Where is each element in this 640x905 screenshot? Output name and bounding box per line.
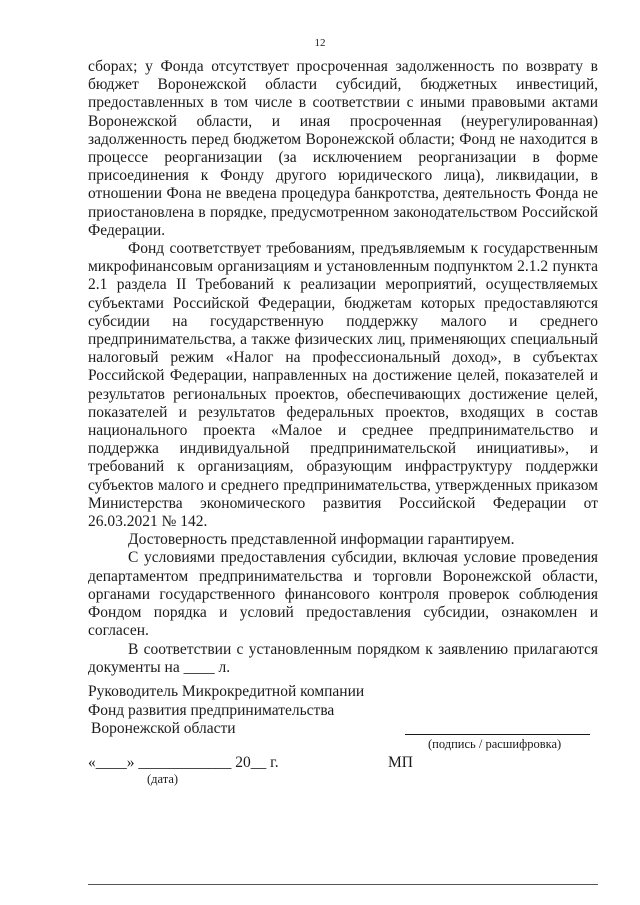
paragraph-conditions: С условиями предоставления субсидии, включая условие проведения департаментом предпринимательства и торговли Воронежской области, органами государственного финансового контроля проверок соблюдения Фондом порядка и условий предоставления субсидии, ознакомлен и согласен.: [88, 549, 598, 640]
signatory-title: Руководитель Микрокредитной компании: [88, 683, 365, 700]
paragraph-attachments: В соответствии с установленным порядком к заявлению прилагаются документы на ____ л.: [88, 640, 598, 676]
signatory-region: Воронежской области: [91, 720, 236, 737]
signatory-organization: Фонд развития предпринимательства: [88, 701, 335, 719]
signature-line: [405, 734, 590, 735]
signatory-block: [88, 683, 364, 739]
stamp-place-label: МП: [388, 754, 413, 771]
footer-divider: [88, 884, 598, 885]
document-body: [88, 58, 598, 677]
date-caption: (дата): [147, 772, 179, 786]
date-field: «____» ____________ 20__ г.: [88, 754, 279, 771]
paragraph-continuation: сборах; у Фонда отсутствует просроченная задолженность по возврату в бюджет Воронежской области субсидий, бюджетных инвестиций, предоставленных в том числе в соответствии с иными правовыми актами Воронежской области, и иная просроченная (неурегулированная) задолженность перед бюджетом Воронежской области; Фонд не находится в процессе реорганизации (за исключением реорганизации в форме присоединения к Фонду другого юридического лица), ликвидации, в отношении Фона не введена процедура банкротства, деятельность Фонда не приостановлена в порядке, предусмотренном законодательством Российской Федерации.: [88, 58, 598, 239]
paragraph-requirements: Фонд соответствует требованиям, предъявляемым к государственным микрофинансовым организациям и установленным подпунктом 2.1.2 пункта 2.1 раздела II Требований к реализации мероприятий, осуществляемых субъектами Российской Федерации, бюджетам которых предоставляются субсидии на государственную поддержку малого и среднего предпринимательства, а также физических лиц, применяющих специальный налоговый режим «Налог на профессиональный доход», в субъектах Российской Федерации, направленных на достижение целей, показателей и результатов региональных проектов, обеспечивающих достижение целей, показателей и результатов федеральных проектов, входящих в состав национального проекта «Малое и среднее предпринимательство и поддержка индивидуальной предпринимательской инициативы», и требований к организациям, образующим инфраструктуру поддержки субъектов малого и среднего предпринимательства, утвержденных приказом Министерства экономического развития Российской Федерации от 26.03.2021 № 142.: [88, 240, 598, 531]
paragraph-reliability: Достоверность представленной информации гарантируем.: [128, 531, 515, 549]
page-number: 12: [314, 37, 326, 49]
signature-caption: (подпись / расшифровка): [428, 737, 562, 751]
